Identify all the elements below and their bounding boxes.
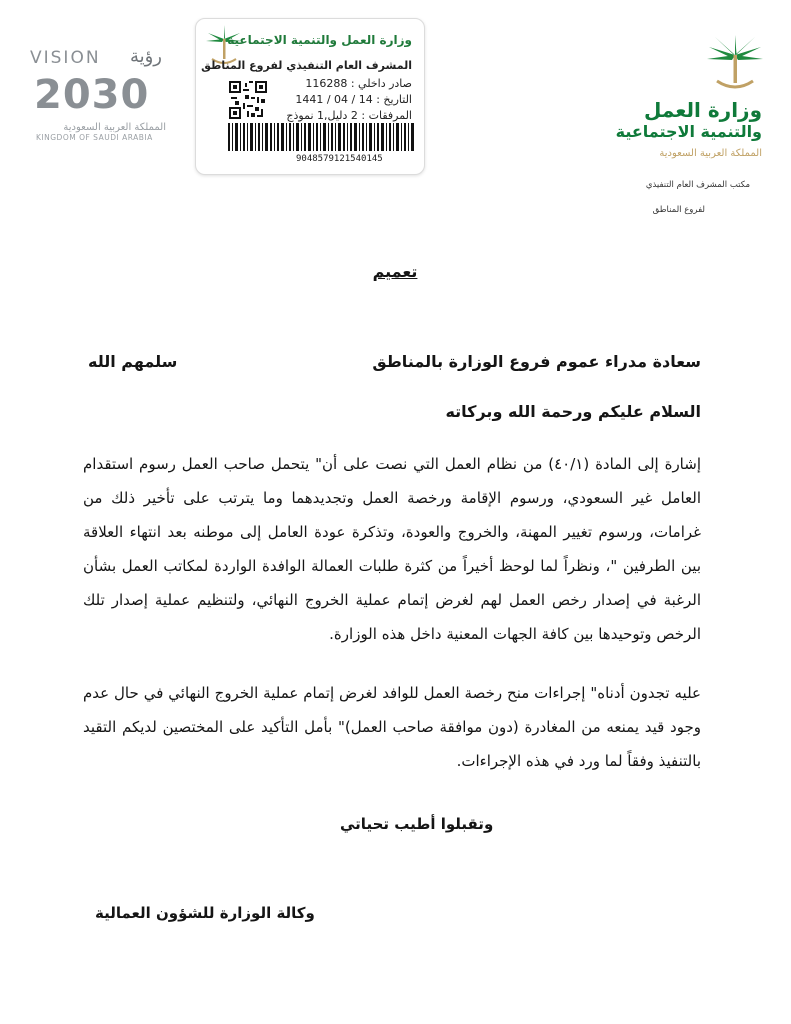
- stamp-attachments: المرفقات : 2 دليل,1 نموذج: [286, 109, 412, 122]
- letter-paragraph-1: إشارة إلى المادة (٤٠/١) من نظام العمل التي نصت على أن" يتحمل صاحب العمل رسوم استقدام العامل غير السعودي، ورسوم الإقامة ورخصة العمل وتجديدهما وما يترتب على تأخير ذلك من غرامات، ورسوم تغيير المهنة، والخروج والعودة، وتذكرة عودة العامل إلى موطنه بعد انتهاء العلاقة بين الطرفين "، ونظراً لما لوحظ أخيراً من كثرة طلبات العمالة الوافدة الواردة لمكاتب العمل بشأن الرغبة في إصدار رخص العمل لهم لغرض إتمام عملية الخروج النهائي، ولتنظيم عملية إصدار تلك الرخص وتوحيدها بين كافة الجهات المعنية داخل هذه الوزارة.: [83, 455, 701, 643]
- stamp-supervisor: المشرف العام التنفيذي لفروع المناطق: [201, 59, 412, 72]
- barcode: [228, 123, 416, 151]
- ministry-logo: [595, 30, 770, 215]
- letter-greeting: السلام عليكم ورحمة الله وبركاته: [445, 402, 701, 421]
- outgoing-stamp: [195, 18, 425, 175]
- letter-signature-agency: وكالة الوزارة للشؤون العمالية: [95, 904, 315, 922]
- letter-closing: وتقبلوا أطيب تحياتي: [340, 815, 494, 833]
- vision-2030-logo: [30, 48, 170, 143]
- vision-year: 2030: [34, 72, 150, 118]
- stamp-ministry: وزارة العمل والتنمية الاجتماعية: [227, 33, 412, 47]
- ministry-name-line2: والتنمية الاجتماعية: [615, 122, 762, 141]
- vision-title-ar: رؤية: [129, 46, 162, 67]
- stamp-date: التاريخ : 14 / 04 / 1441: [295, 93, 412, 106]
- stamp-internal-no: صادر داخلي : 116288: [305, 77, 412, 90]
- ministry-kingdom: المملكة العربية السعودية: [659, 148, 762, 159]
- barcode-number: 9048579121540145: [296, 154, 383, 164]
- letter-paragraph-2: عليه تجدون أدناه" إجراءات منح رخصة العمل للوافد لغرض إتمام عملية الخروج النهائي في حال عدم وجود قيد يمنعه من المغادرة (دون موافقة صاحب العمل)" بأمل التأكيد على المختصين لديكم التقيد بالتنفيذ وفقاً لما ورد في هذه الإجراءات.: [83, 684, 701, 770]
- letter-heading: تعميم: [372, 262, 418, 281]
- qr-code: [229, 81, 267, 119]
- ministry-branches: لفروع المناطق: [652, 205, 705, 215]
- vision-kingdom-ar: المملكة العربية السعودية: [63, 122, 166, 133]
- letter-regards: سلمهم الله: [88, 352, 178, 371]
- letter-addressee: سعادة مدراء عموم فروع الوزارة بالمناطق: [372, 352, 701, 371]
- vision-title: [30, 48, 170, 68]
- ministry-name-line1: وزارة العمل: [644, 98, 762, 122]
- ministry-office: مكتب المشرف العام التنفيذي: [645, 180, 750, 190]
- vision-kingdom-en: KINGDOM OF SAUDI ARABIA: [36, 133, 153, 142]
- palm-tree-icon: [705, 35, 765, 93]
- vision-title-en: VISION: [30, 48, 101, 68]
